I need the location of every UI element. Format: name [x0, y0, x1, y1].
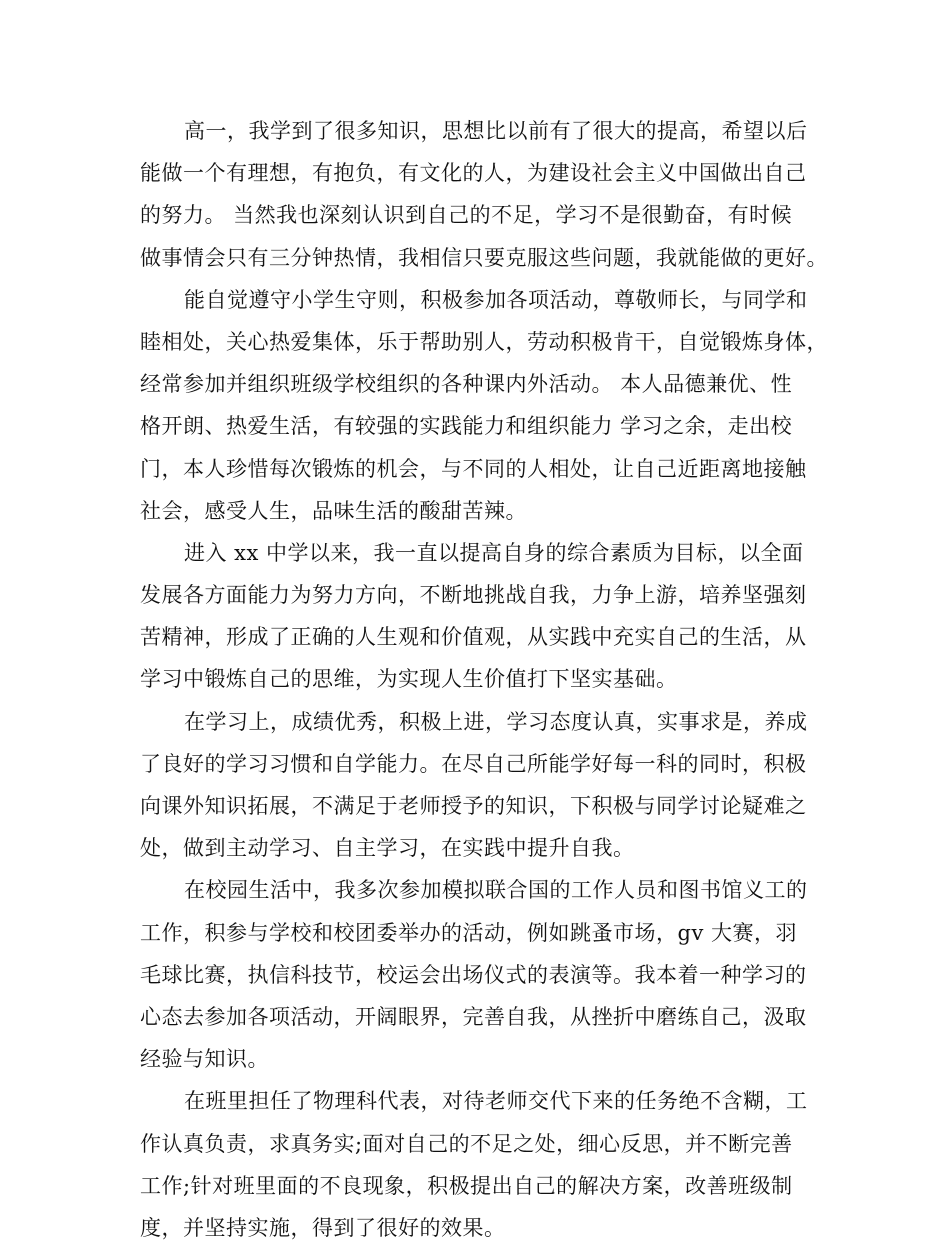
text-line: 的努力。 当然我也深刻认识到自己的不足，学习不是很勤奋，有时候: [140, 203, 793, 228]
document-body: [140, 110, 828, 1249]
text-line: 经验与知识。: [140, 1047, 269, 1072]
text-line: 门，本人珍惜每次锻炼的机会，与不同的人相处，让自己近距离地接触: [140, 456, 807, 481]
text-line: 心态去参加各项活动，开阔眼界，完善自我，从挫折中磨练自己，汲取: [140, 1004, 807, 1029]
text-line: 做事情会只有三分钟热情，我相信只要克服这些问题，我就能做的更好。: [140, 245, 828, 270]
text-line: 工作;针对班里面的不良现象，积极提出自己的解决方案，改善班级制: [140, 1173, 793, 1198]
text-line: 了良好的学习习惯和自学能力。在尽自己所能学好每一科的同时，积极: [140, 751, 807, 776]
text-line: 发展各方面能力为努力方向，不断地挑战自我，力争上游，培养坚强刻: [140, 583, 807, 608]
text-line: 处，做到主动学习、自主学习，在实践中提升自我。: [140, 836, 635, 861]
text-line: 进入 xx 中学以来，我一直以提高自身的综合素质为目标，以全面: [184, 540, 804, 565]
text-line: 社会，感受人生，品味生活的酸甜苦辣。: [140, 498, 527, 523]
text-line: 向课外知识拓展，不满足于老师授予的知识，下积极与同学讨论疑难之: [140, 794, 807, 818]
text-line: 苦精神，形成了正确的人生观和价值观，从实践中充实自己的生活，从: [140, 625, 807, 650]
text-line: 学习中锻炼自己的思维，为实现人生价值打下坚实基础。: [140, 667, 678, 692]
text-line: 在学习上，成绩优秀，积极上进，学习态度认真，实事求是，养成: [184, 709, 808, 734]
text-line: 能做一个有理想，有抱负，有文化的人，为建设社会主义中国做出自己: [140, 161, 807, 186]
text-line: 格开朗、热爱生活，有较强的实践能力和组织能力 学习之余，走出校: [140, 414, 793, 439]
text-line: 在校园生活中，我多次参加模拟联合国的工作人员和图书馆义工的: [184, 878, 808, 903]
text-line: 毛球比赛，执信科技节，校运会出场仪式的表演等。我本着一种学习的: [140, 962, 807, 987]
text-line: 作认真负责，求真务实;面对自己的不足之处，细心反思，并不断完善: [140, 1131, 793, 1156]
text-line: 工作，积参与学校和校团委举办的活动，例如跳蚤市场，gv 大赛，羽: [140, 920, 797, 945]
text-line: 在班里担任了物理科代表，对待老师交代下来的任务绝不含糊，工: [184, 1089, 808, 1114]
text-line: 经常参加并组织班级学校组织的各种课内外活动。 本人品德兼优、性: [140, 372, 793, 397]
text-line: 高一，我学到了很多知识，思想比以前有了很大的提高，希望以后: [184, 119, 808, 143]
text-line: 睦相处，关心热爱集体，乐于帮助别人，劳动积极肯干，自觉锻炼身体，: [140, 329, 828, 354]
text-line: 度，并坚持实施，得到了很好的效果。: [140, 1215, 506, 1240]
text-line: 能自觉遵守小学生守则，积极参加各项活动，尊敬师长，与同学和: [184, 287, 808, 312]
